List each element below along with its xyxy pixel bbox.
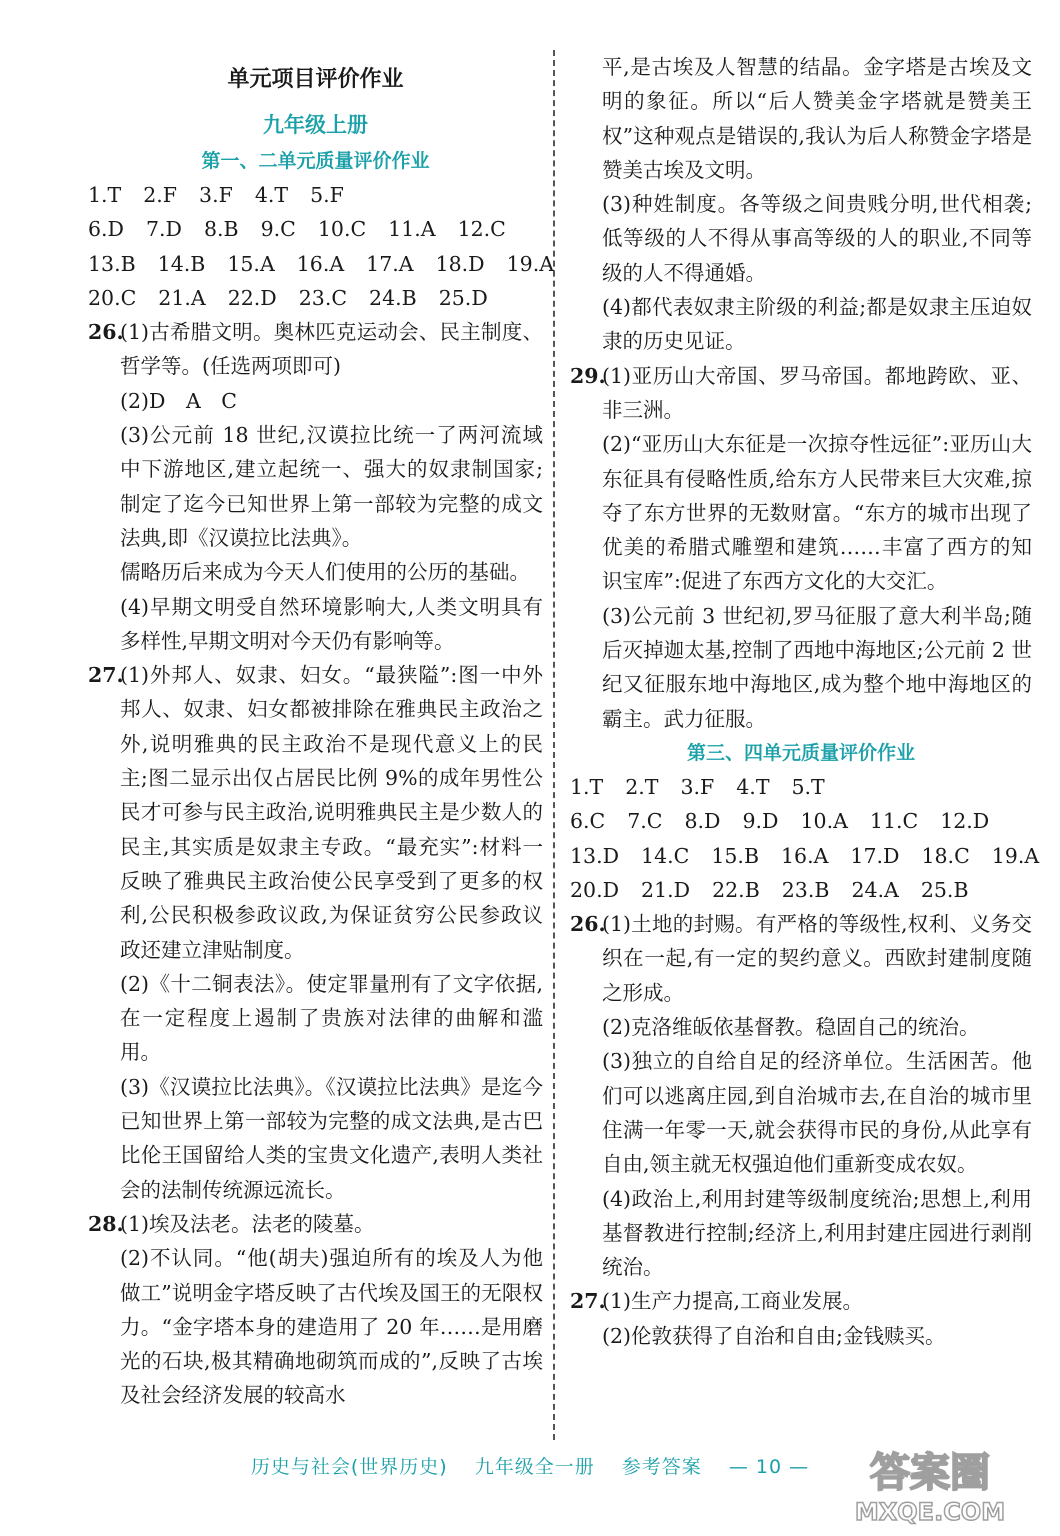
answer-part: (4)都代表奴隶主阶级的利益;都是奴隶主压迫奴隶的历史见证。 xyxy=(602,295,1032,354)
answer: 7.D xyxy=(146,217,182,242)
choice-row xyxy=(570,770,1032,804)
left-column xyxy=(88,50,555,1413)
answer-part: (3)公元前 3 世纪初,罗马征服了意大利半岛;随后灭掉迦太基,控制了西地中海地区;公元前 2 世纪又征服东地中海地区,成为整个地中海地区的霸主。武力征服。 xyxy=(602,603,1032,731)
answer-part: (2)D A C xyxy=(120,388,237,413)
footer-label: 参考答案 xyxy=(621,1456,702,1478)
question-29 xyxy=(570,359,1032,736)
answer: 23.B xyxy=(781,877,830,902)
footer-grade: 九年级全一册 xyxy=(474,1456,595,1478)
answer-part: (2)伦敦获得了自治和自由;金钱赎买。 xyxy=(602,1323,946,1348)
answer-part: (2)“亚历山大东征是一次掠夺性远征”:亚历山大东征具有侵略性质,给东方人民带来巨大灾难,掠夺了东方世界的无数财富。“东方的城市出现了优美的希腊式雕塑和建筑……丰富了西方的知识宝库”:促进了东西方文化的大交汇。 xyxy=(602,432,1032,594)
right-column xyxy=(570,50,1040,1353)
page-title: 单元项目评价作业 xyxy=(227,67,404,92)
answer-part: (3)《汉谟拉比法典》。《汉谟拉比法典》是迄今已知世界上第一部较为完整的成文法典,是古巴比伦王国留给人类的宝贵文化遗产,表明人类社会的法制传统源远流长。 xyxy=(120,1074,543,1202)
answer: 2.T xyxy=(625,774,659,799)
choice-row xyxy=(570,839,1040,873)
answer-part: (4)政治上,利用封建等级制度统治;思想上,利用基督教进行控制;经济上,利用封建庄园进行剥削统治。 xyxy=(602,1186,1032,1280)
answer: 19.A xyxy=(506,251,555,276)
page-number: — 10 — xyxy=(728,1456,810,1478)
answer-part: (2)不认同。“他(胡夫)强迫所有的埃及人为他做工”说明金字塔反映了古代埃及国王的无限权力。“金字塔本身的建造用了 20 年……是用磨光的石块,极其精确地砌筑而成的”,反映了古埃及社会经济发展的较高水 xyxy=(120,1246,543,1408)
question-26 xyxy=(88,315,543,658)
answer: 24.B xyxy=(369,285,417,310)
section2-heading: 第三、四单元质量评价作业 xyxy=(686,741,915,764)
answer-part: (1)亚历山大帝国、罗马帝国。都地跨欧、亚、非三洲。 xyxy=(602,363,1032,422)
answer: 6.C xyxy=(570,809,606,834)
answer: 23.C xyxy=(298,285,348,310)
answer: 20.C xyxy=(88,285,137,310)
answer: 10.A xyxy=(800,809,848,834)
answer: 18.D xyxy=(435,251,485,276)
answer: 10.C xyxy=(317,217,367,242)
answer: 7.C xyxy=(627,809,663,834)
grade-heading: 九年级上册 xyxy=(263,113,368,137)
answer: 24.A xyxy=(851,877,899,902)
choice-row xyxy=(88,178,543,212)
answer-part: (3)公元前 18 世纪,汉谟拉比统一了两河流域中下游地区,建立起统一、强大的奴隶制国家;制定了迄今已知世界上第一部较为完整的成文法典,即《汉谟拉比法典》。 xyxy=(120,423,543,550)
answer: 16.A xyxy=(781,843,829,868)
answer: 6.D xyxy=(88,217,124,242)
answer: 12.C xyxy=(457,217,506,242)
answer-part: (3)种姓制度。各等级之间贵贱分明,世代相袭;低等级的人不得从事高等级的人的职业,不同等级的人不得通婚。 xyxy=(602,192,1032,285)
question-number: 29. xyxy=(570,363,606,388)
answer-part: (3)独立的自给自足的经济单位。生活困苦。他们可以逃离庄园,到自治城市去,在自治的城市里住满一年零一天,就会获得市民的身份,从此享有自由,领主就无权强迫他们重新变成农奴。 xyxy=(602,1049,1032,1177)
choice-row xyxy=(570,873,1032,907)
question-number: 26. xyxy=(88,320,124,345)
answer: 1.T xyxy=(88,183,122,207)
answer-part: (2)克洛维皈依基督教。稳固自己的统治。 xyxy=(602,1015,980,1040)
answer: 8.D xyxy=(684,809,721,834)
answer: 12.D xyxy=(940,809,990,834)
answer-part: 平,是古埃及人智慧的结晶。金字塔是古埃及文明的象征。所以“后人赞美金字塔就是赞美王权”这种观点是错误的,我认为后人称赞金字塔是赞美古埃及文明。 xyxy=(602,55,1032,182)
answer: 25.D xyxy=(438,285,488,310)
answer: 9.D xyxy=(742,809,779,834)
footer-subject: 历史与社会(世界历史) xyxy=(250,1456,448,1478)
answer: 16.A xyxy=(296,251,345,276)
answer-part: 儒略历后来成为今天人们使用的公历的基础。 xyxy=(120,560,530,585)
answer: 13.D xyxy=(570,843,620,868)
question-27 xyxy=(88,658,543,1207)
answer: 17.A xyxy=(366,251,414,276)
question-number: 28. xyxy=(88,1211,124,1236)
answer: 25.B xyxy=(920,877,969,902)
answer: 8.B xyxy=(204,217,239,242)
answer-part: (1)外邦人、奴隶、妇女。“最狭隘”:图一中外邦人、奴隶、妇女都被排除在雅典民主政治之外,说明雅典的民主政治不是现代意义上的民主;图二显示出仅占居民比例 9%的成年男性公民才可参与民主政治,说明雅典民主是少数人的民主,其实质是奴隶主专政。“最充实”:材料一反映了雅典民主政治使公民享受到了更多的权利,公民积极参政议政,为保证贫穷公民参政议政还建立津贴制度。 xyxy=(120,663,543,962)
answer: 22.B xyxy=(712,877,760,902)
answer: 21.A xyxy=(158,285,206,310)
section1-heading: 第一、二单元质量评价作业 xyxy=(201,150,430,172)
answer: 5.F xyxy=(310,183,344,207)
answer: 19.A xyxy=(991,843,1040,868)
question-28-continued xyxy=(570,50,1032,359)
answer: 20.D xyxy=(570,877,620,902)
answer-part: (1)古希腊文明。奥林匹克运动会、民主制度、哲学等。(任选两项即可) xyxy=(120,320,543,379)
answer: 18.C xyxy=(921,843,970,868)
watermark-logo xyxy=(830,1438,1030,1528)
answer: 21.D xyxy=(641,877,691,902)
answer: 1.T xyxy=(570,774,604,799)
question-number: 27. xyxy=(88,663,124,688)
question-number: 26. xyxy=(570,912,606,937)
answer: 2.F xyxy=(143,183,178,207)
svg-text:MXQE.COM: MXQE.COM xyxy=(854,1498,1006,1526)
answer-part: (1)土地的封赐。有严格的等级性,权利、义务交织在一起,有一定的契约意义。西欧封建制度随之形成。 xyxy=(602,912,1032,1005)
answer-part: (1)埃及法老。法老的陵墓。 xyxy=(120,1211,375,1236)
answer: 17.D xyxy=(850,843,900,868)
answer: 3.F xyxy=(680,774,715,799)
answer-part: (4)早期文明受自然环境影响大,人类文明具有多样性,早期文明对今天仍有影响等。 xyxy=(120,594,543,653)
answer: 5.T xyxy=(791,774,825,799)
answer: 14.C xyxy=(641,843,690,868)
question-number: 27. xyxy=(570,1289,606,1314)
answer: 13.B xyxy=(88,251,136,276)
answer: 4.T xyxy=(736,774,770,799)
answer: 22.D xyxy=(227,285,277,310)
answer: 3.F xyxy=(199,183,233,207)
choice-row xyxy=(570,804,1032,838)
answer: 11.A xyxy=(388,217,436,242)
answer-part: (1)生产力提高,工商业发展。 xyxy=(602,1289,864,1314)
answer: 14.B xyxy=(157,251,206,276)
choice-row xyxy=(88,281,543,315)
question-27 xyxy=(570,1284,1032,1353)
answer: 9.C xyxy=(260,217,296,242)
answer-part: (2)《十二铜表法》。使定罪量刑有了文字依据,在一定程度上遏制了贵族对法律的曲解和滥用。 xyxy=(120,971,543,1065)
choice-row xyxy=(88,212,543,246)
choice-row xyxy=(88,247,555,281)
answer: 15.B xyxy=(711,843,760,868)
answer: 15.A xyxy=(227,251,275,276)
question-28 xyxy=(88,1207,543,1413)
svg-text:答案圈: 答案圈 xyxy=(870,1450,990,1496)
answer: 4.T xyxy=(254,183,289,207)
question-26 xyxy=(570,907,1032,1284)
answer: 11.C xyxy=(869,809,919,834)
